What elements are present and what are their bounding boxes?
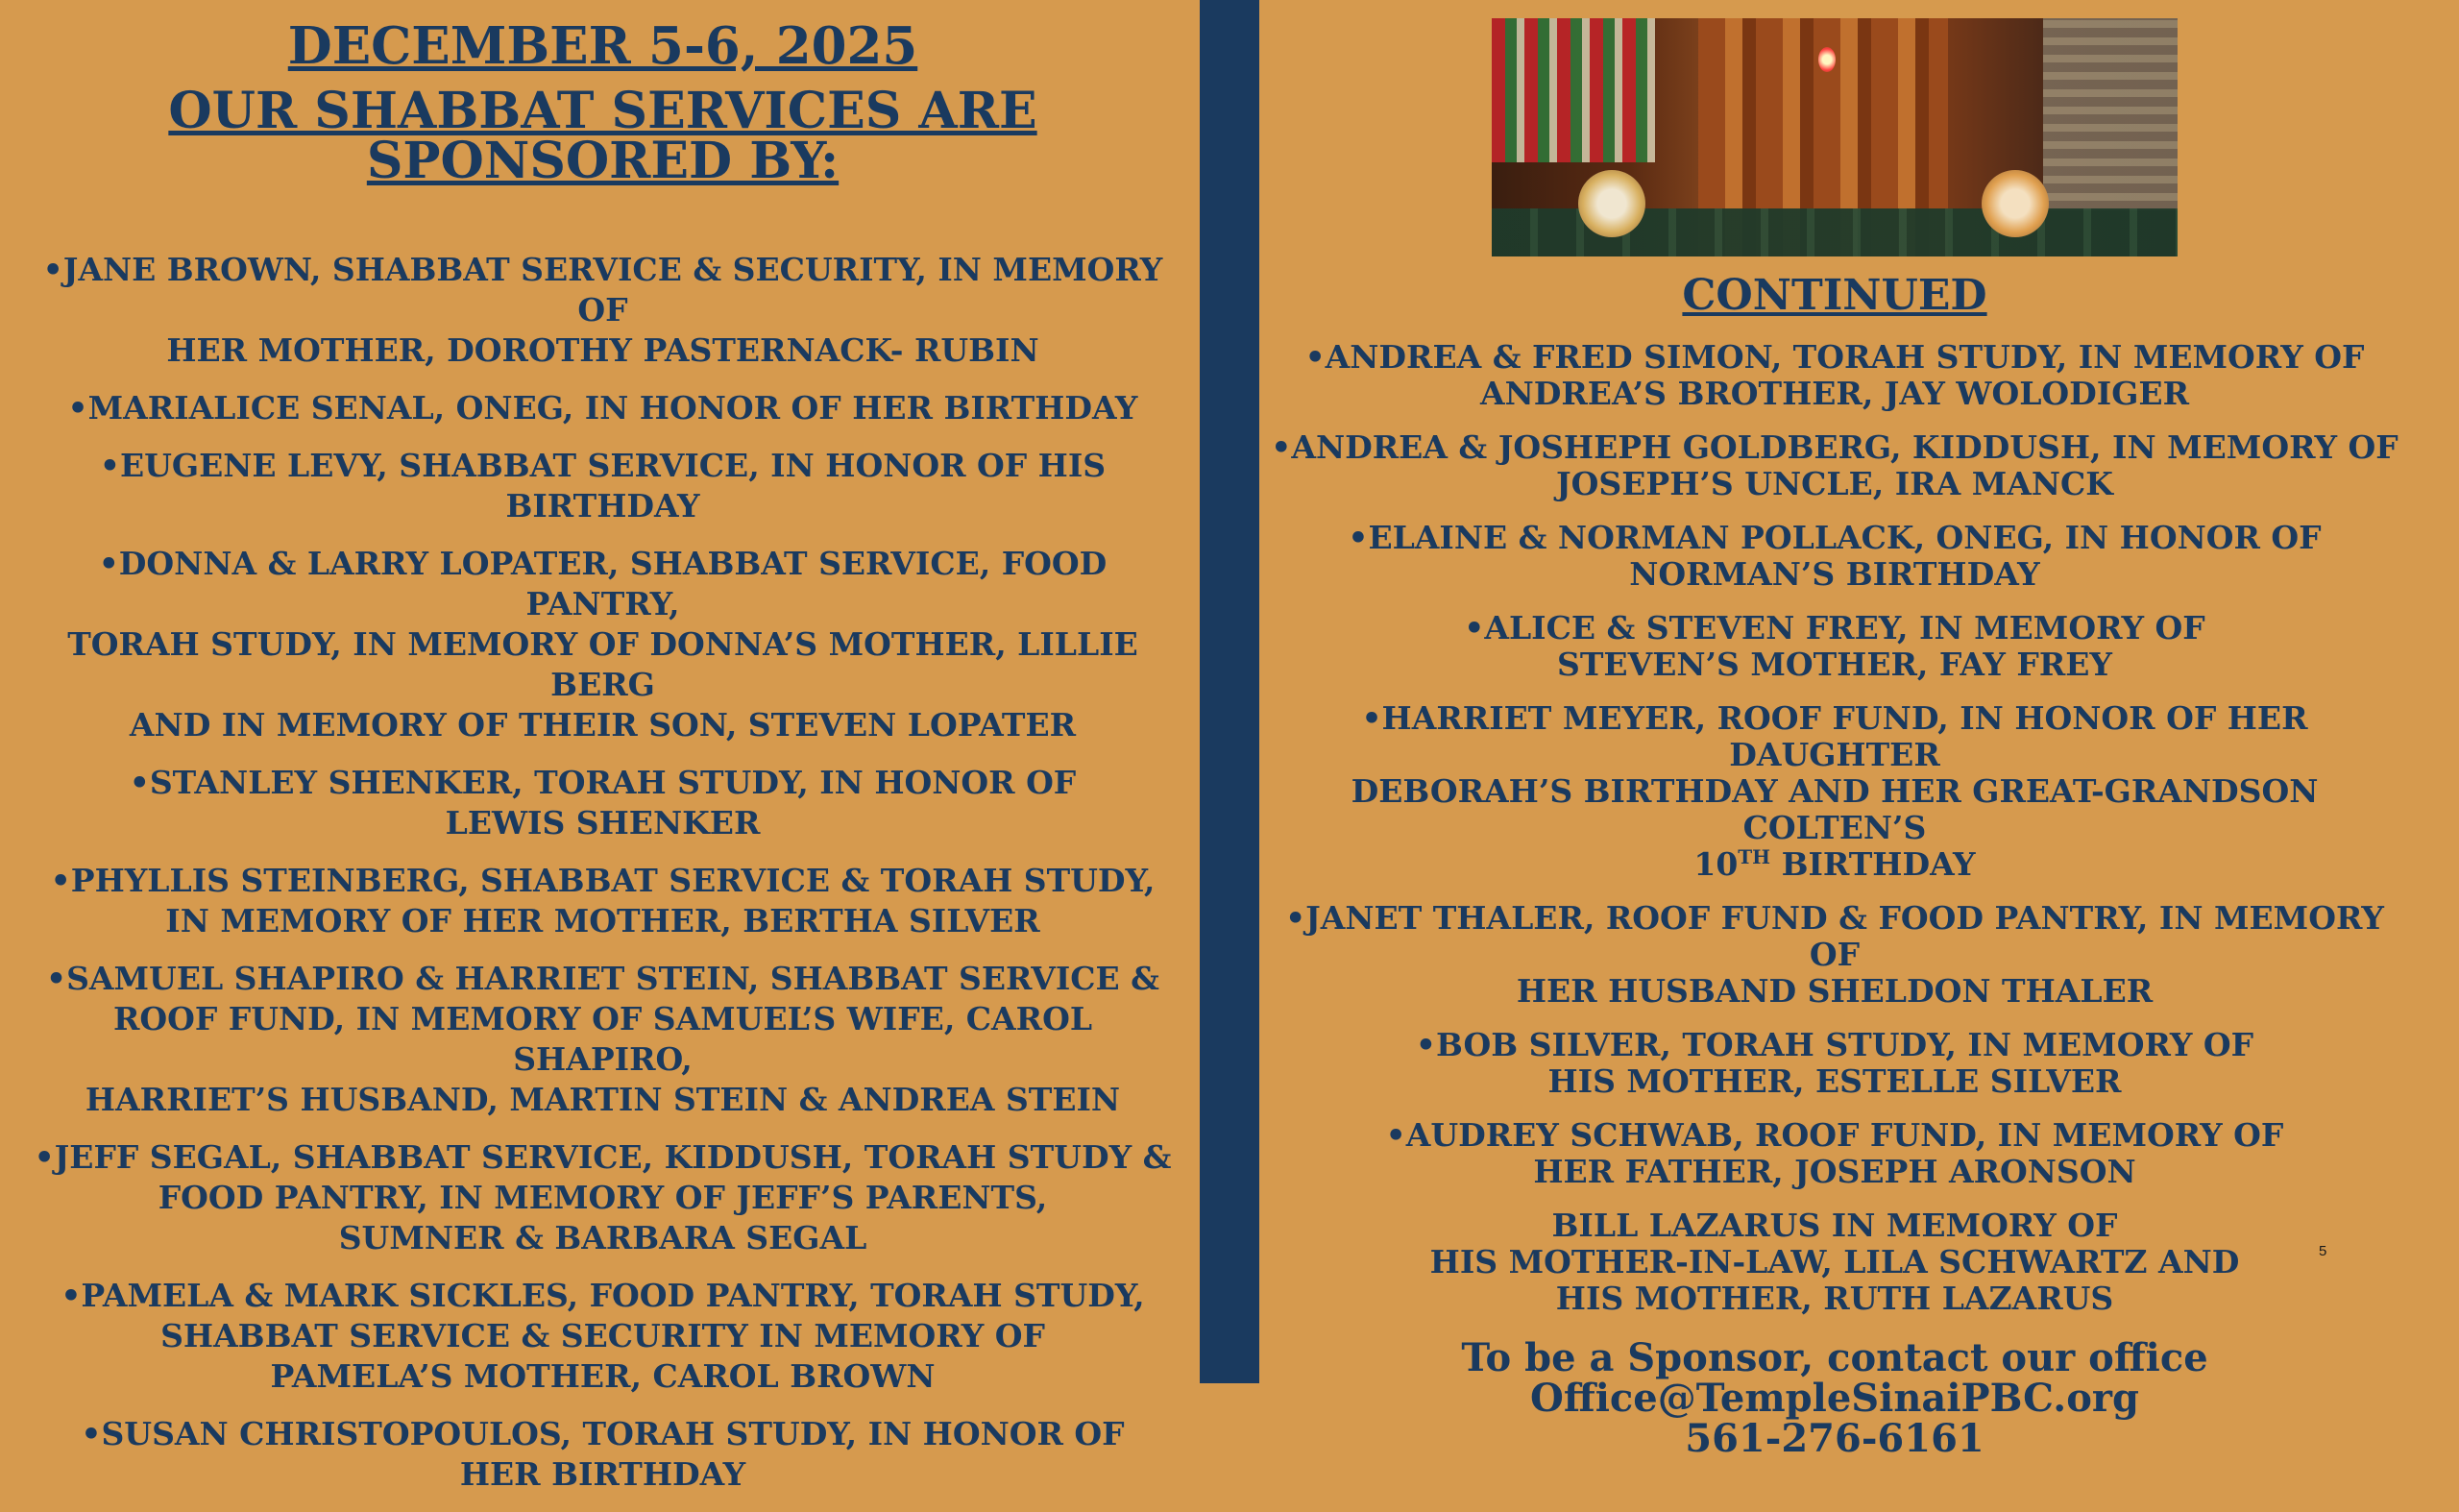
sponsor-entry bbox=[1268, 610, 2401, 683]
sponsor-entry-line: •SAMUEL SHAPIRO & HARRIET STEIN, SHABBAT SERVICE & bbox=[46, 960, 1159, 997]
sanctuary-photo bbox=[1492, 18, 2178, 256]
contact-text: To be a Sponsor, contact our office bbox=[1461, 1335, 2208, 1380]
heading-line: OUR SHABBAT SERVICES ARE bbox=[168, 82, 1037, 140]
sponsor-entry bbox=[29, 250, 1177, 371]
sponsor-entry-line: HER HUSBAND SHELDON THALER bbox=[1516, 972, 2154, 1010]
sponsor-entry bbox=[29, 1414, 1177, 1495]
ordinal-number: 10 bbox=[1693, 845, 1739, 883]
sponsor-entry-line: •BOB SILVER, TORAH STUDY, IN MEMORY OF bbox=[1415, 1026, 2254, 1063]
contact-email[interactable]: Office@TempleSinaiPBC.org bbox=[1530, 1376, 2139, 1421]
sponsor-entry-line: •DONNA & LARRY LOPATER, SHABBAT SERVICE, FOOD PANTRY, bbox=[98, 545, 1108, 622]
sponsor-entry-line: ROOF FUND, IN MEMORY OF SAMUEL’S WIFE, CAROL SHAPIRO, bbox=[112, 1000, 1093, 1078]
sponsor-entry-line: •AUDREY SCHWAB, ROOF FUND, IN MEMORY OF bbox=[1385, 1116, 2284, 1154]
sponsor-entry-line: HER FATHER, JOSEPH ARONSON bbox=[1533, 1153, 2136, 1190]
sponsor-entry bbox=[1268, 429, 2401, 502]
right-column bbox=[1268, 0, 2401, 1459]
left-column bbox=[29, 0, 1177, 1512]
sponsor-entry-line: JOSEPH’S UNCLE, IRA MANCK bbox=[1556, 465, 2113, 502]
sponsor-entry bbox=[29, 1276, 1177, 1397]
sponsor-contact bbox=[1268, 1335, 2401, 1461]
sponsor-entry-line: FOOD PANTRY, IN MEMORY OF JEFF’S PARENTS, bbox=[158, 1179, 1048, 1216]
sponsor-entry-line: DEBORAH’S BIRTHDAY AND HER GREAT-GRANDSON COLTEN’S bbox=[1351, 772, 2319, 846]
sponsor-entry bbox=[1268, 520, 2401, 593]
sponsor-entry-line: •JANE BROWN, SHABBAT SERVICE & SECURITY, IN MEMORY OF bbox=[42, 251, 1163, 329]
heading-line: SPONSORED BY: bbox=[366, 132, 840, 190]
sponsor-entry-line: HIS MOTHER-IN-LAW, LILA SCHWARTZ AND bbox=[1429, 1243, 2240, 1280]
sponsor-entry-line: •ALICE & STEVEN FREY, IN MEMORY OF bbox=[1464, 609, 2205, 646]
sponsor-entry bbox=[1268, 900, 2401, 1010]
sponsor-entry-line: IN MEMORY OF HER MOTHER, BERTHA SILVER bbox=[165, 902, 1040, 939]
sponsor-entry-line: •STANLEY SHENKER, TORAH STUDY, IN HONOR OF bbox=[129, 764, 1077, 801]
column-divider bbox=[1200, 0, 1259, 1383]
sponsor-entry-line: •ELAINE & NORMAN POLLACK, ONEG, IN HONOR OF bbox=[1348, 519, 2322, 556]
sponsor-entry bbox=[1268, 1207, 2401, 1317]
sponsor-list-left bbox=[29, 250, 1177, 1495]
sponsor-entry-line: SHABBAT SERVICE & SECURITY IN MEMORY OF bbox=[160, 1317, 1045, 1354]
sponsor-entry bbox=[29, 763, 1177, 843]
continued-heading: CONTINUED bbox=[1682, 271, 1987, 320]
sponsor-entry-line: •PAMELA & MARK SICKLES, FOOD PANTRY, TORAH STUDY, bbox=[61, 1277, 1145, 1314]
sponsor-entry bbox=[29, 544, 1177, 745]
sponsor-entry bbox=[29, 959, 1177, 1120]
sponsor-entry bbox=[29, 1137, 1177, 1258]
sponsor-entry-line: •JANET THALER, ROOF FUND & FOOD PANTRY, IN MEMORY OF bbox=[1285, 899, 2384, 973]
sponsor-entry-line: HIS MOTHER, ESTELLE SILVER bbox=[1547, 1062, 2122, 1100]
sponsor-entry-line: HER MOTHER, DOROTHY PASTERNACK- RUBIN bbox=[166, 331, 1039, 369]
sponsor-entry bbox=[1268, 339, 2401, 412]
sponsor-entry bbox=[1268, 1027, 2401, 1100]
sponsor-entry-line: ANDREA’S BROTHER, JAY WOLODIGER bbox=[1479, 375, 2189, 412]
sponsor-entry-line: •ANDREA & FRED SIMON, TORAH STUDY, IN MEMORY OF bbox=[1304, 338, 2365, 376]
sponsor-entry-line: PAMELA’S MOTHER, CAROL BROWN bbox=[270, 1357, 936, 1395]
sponsor-entry bbox=[29, 446, 1177, 526]
ordinal-suffix: TH bbox=[1738, 845, 1771, 868]
sponsor-entry-line: •SUSAN CHRISTOPOULOS, TORAH STUDY, IN HONOR OF bbox=[81, 1415, 1125, 1452]
sponsor-entry bbox=[29, 388, 1177, 428]
sponsor-entry-line: •HARRIET MEYER, ROOF FUND, IN HONOR OF HER DAUGHTER bbox=[1361, 699, 2308, 773]
sponsor-entry-line: •EUGENE LEVY, SHABBAT SERVICE, IN HONOR OF HIS bbox=[99, 447, 1107, 484]
sponsor-entry-line: STEVEN’S MOTHER, FAY FREY bbox=[1557, 646, 2112, 683]
sponsor-entry bbox=[29, 861, 1177, 941]
sponsor-entry-line: HER BIRTHDAY bbox=[459, 1455, 746, 1493]
sponsor-entry-line: TORAH STUDY, IN MEMORY OF DONNA’S MOTHER, LILLIE BERG bbox=[67, 625, 1138, 703]
sponsor-entry-line bbox=[1268, 846, 2401, 883]
sponsor-entry-line: HIS MOTHER, RUTH LAZARUS bbox=[1555, 1280, 2114, 1317]
sponsor-entry-line: SUMNER & BARBARA SEGAL bbox=[338, 1219, 867, 1256]
sponsor-entry-line: AND IN MEMORY OF THEIR SON, STEVEN LOPATER bbox=[129, 706, 1077, 744]
page-number: 5 bbox=[2319, 1243, 2327, 1259]
sponsor-entry-line: BILL LAZARUS IN MEMORY OF bbox=[1551, 1207, 2118, 1244]
sponsor-entry-line: BIRTHDAY bbox=[505, 487, 700, 524]
sponsor-list-right bbox=[1268, 339, 2401, 1317]
sponsor-entry-line: NORMAN’S BIRTHDAY bbox=[1629, 555, 2040, 593]
sponsor-entry-line: •MARIALICE SENAL, ONEG, IN HONOR OF HER BIRTHDAY bbox=[67, 389, 1138, 427]
service-date: DECEMBER 5-6, 2025 bbox=[287, 16, 918, 76]
sponsor-entry-line: •PHYLLIS STEINBERG, SHABBAT SERVICE & TORAH STUDY, bbox=[50, 862, 1156, 899]
sponsor-entry bbox=[1268, 700, 2401, 883]
line-rest: BIRTHDAY bbox=[1770, 845, 1976, 883]
sponsor-entry-line: HARRIET’S HUSBAND, MARTIN STEIN & ANDREA STEIN bbox=[85, 1081, 1121, 1118]
sponsor-entry-line: •ANDREA & JOSHEPH GOLDBERG, KIDDUSH, IN MEMORY OF bbox=[1271, 428, 2398, 466]
sponsor-heading bbox=[29, 82, 1177, 190]
contact-phone[interactable]: 561-276-6161 bbox=[1685, 1416, 1984, 1461]
sponsor-entry-line: •JEFF SEGAL, SHABBAT SERVICE, KIDDUSH, TORAH STUDY & bbox=[34, 1138, 1172, 1176]
sponsor-entry bbox=[1268, 1117, 2401, 1190]
sponsor-entry-line: LEWIS SHENKER bbox=[445, 804, 761, 841]
